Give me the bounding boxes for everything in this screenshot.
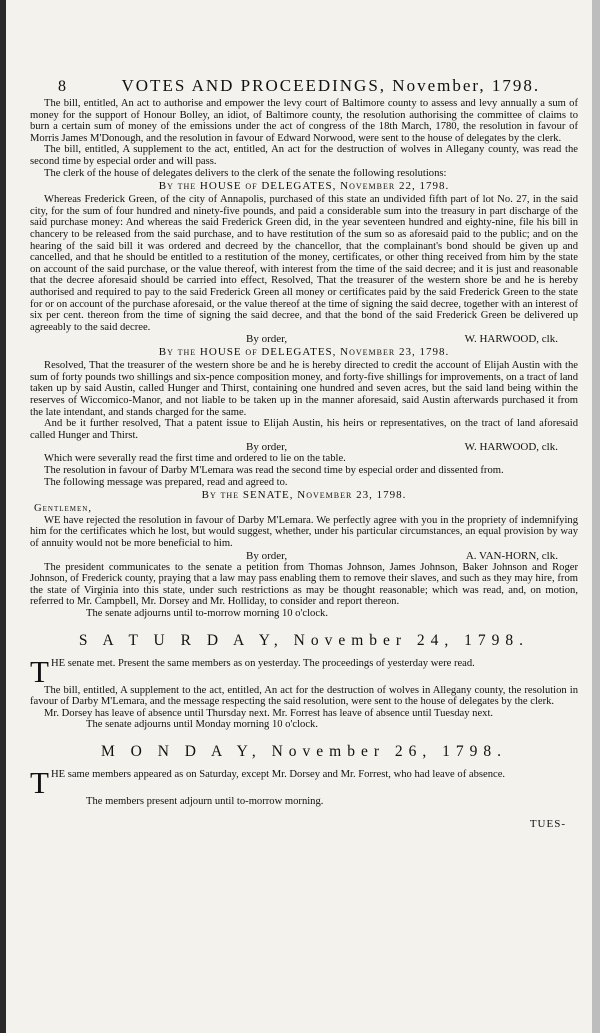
paragraph: The bill, entitled, A supplement to the act, entitled, An act for the destruction of wolves in Allegany county, was read the second time by especial order and will pass.: [30, 144, 578, 167]
day-heading: M O N D A Y, November 26, 1798.: [100, 742, 507, 760]
page-number: 8: [58, 78, 68, 95]
paragraph: The clerk of the house of delegates delivers to the clerk of the senate the following resolutions:: [44, 167, 447, 179]
paragraph: [30, 764, 578, 800]
signature-line: [30, 441, 578, 453]
paragraph: The senate adjourns until Monday morning 10 o'clock.: [86, 719, 318, 731]
paragraph: And be it further resolved, That a patent issue to Elijah Austin, his heirs or representatives, on the tract of land aforesaid called Hunger and Thirst.: [30, 418, 578, 441]
paragraph: The members present adjourn until to-morrow morning.: [86, 795, 324, 807]
paragraph: WE have rejected the resolution in favour of Darby M'Lemara. We perfectly agree with you in the propriety of indemnifying him for the certificates which he lost, but would suggest, whether, under his particular circumstances, an equal provision by way of annuity would not be more beneficial to him.: [30, 514, 578, 549]
page-header: [30, 76, 578, 96]
paragraph: Which were severally read the first time and ordered to lie on the table.: [44, 453, 346, 465]
day-heading: S A T U R D A Y, November 24, 1798.: [78, 631, 530, 649]
paragraph: The president communicates to the senate a petition from Thomas Johnson, James Johnson, Baker Johnson and Roger Johnson, of Frederick county, praying that a law may pass enabling them to remove their slaves, and such as they may hire, from the state of Virginia into this state, under such restrictions as may be thought reasonable; which was read, and, on motion, referred to Mr. Campbell, Mr. Dorsey and Mr. Holliday, to consider and report thereon.: [30, 561, 578, 608]
paragraph: The bill, entitled, An act to authorise and empower the levy court of Baltimore county to assess and levy annually a sum of money for the support of Honour Bolley, an idiot, of Baltimore county, the resolution authorising the committee of claims to burn a certain sum of money of the emissions under the act of congress of the 18th March, 1780, the resolution in favour of Morris James M'Donough, and the resolution in favour of Edward Norwood, were sent to the house of delegates by the clerk.: [30, 98, 578, 144]
signature-order: By order,: [246, 333, 288, 346]
signature-name: A. VAN-HORN, clk.: [465, 549, 558, 562]
paragraph-text: HE same members appeared as on Saturday, except Mr. Dorsey and Mr. Forrest, who had leave of absence.: [50, 768, 506, 780]
paragraph: Whereas Frederick Green, of the city of Annapolis, purchased of this state an undivided fifth part of lot No. 27, in the said city, for the sum of four hundred and ninety-five pounds, and paid a considerable sum into the treasury in part discharge of the said purchase money: And whereas the said Frederick Green did, in the year seventeen hundred and eighty-nine, file his bill in chancery to be released from the said purchase, and to have restitution of the sum so as aforesaid paid to the public; and on the hearing of the said bill it was ordered and decreed by the chancellor, that the complainant's bond should be given up and cancelled, and that he should be entitled to a restitution of the money, certificates, or other thing received from him by the state on account of the said purchase, or the value thereof, with interest from the time of the said decree; and it is just and reasonable that the decree aforesaid should be carried into effect, Resolved, That the treasurer of the western shore be and he is hereby authorised and required to pay to the said Frederick Green all money or certificates paid by the said Frederick Green to the state for or on account of the purchase aforesaid, or the value thereof at the time of signing the said decree, together with an interest of six per cent. thereon from the time of signing the said decree, and that the bond of the said Frederick Green be delivered up agreeably to the said decree.: [30, 194, 578, 333]
signature-line: [30, 550, 578, 562]
paragraph: The bill, entitled, A supplement to the act, entitled, An act for the destruction of wolves in Allegany county, the resolution in favour of Darby M'Lemara, and the message respecting the said resolution, were sent to the house of delegates by the clerk.: [30, 684, 578, 708]
signature-line: [30, 333, 578, 345]
paragraph: Mr. Dorsey has leave of absence until Thursday next. Mr. Forrest has leave of absence until Tuesday next.: [44, 707, 494, 719]
page-title: VOTES AND PROCEEDINGS, November, 1798.: [121, 76, 541, 95]
paragraph: The following message was prepared, read and agreed to.: [44, 476, 288, 488]
signature-name: W. HARWOOD, clk.: [464, 441, 558, 454]
paragraph: Resolved, That the treasurer of the western shore be and he is hereby directed to credit the account of Elijah Austin with the sum of forty pounds two shillings and six-pence composition money, and forty-five shillings for improvements, on a tract of land taken up by said Austin, called Hunger and Thirst, containing one hundred and seven acres, but the said land being within the reserves of Wiccomico-Manor, and not liable to be taken up in the manner aforesaid, said Austin afterwards purchased it from the late intendant, and stands charged for the same.: [30, 360, 578, 418]
catchword: TUES-: [529, 817, 566, 830]
paragraph: The senate adjourns until to-morrow morning 10 o'clock.: [86, 607, 328, 619]
paragraph: The resolution in favour of Darby M'Lemara was read the second time by especial order and dissented from.: [44, 465, 504, 477]
paragraph: [30, 653, 578, 689]
signature-order: By order,: [246, 441, 288, 454]
paragraph-text: HE senate met. Present the same members as on yesterday. The proceedings of yesterday were read.: [50, 657, 475, 669]
signature-name: W. HARWOOD, clk.: [464, 333, 558, 346]
section-heading: By the SENATE, November 23, 1798.: [201, 489, 407, 502]
signature-order: By order,: [246, 549, 288, 562]
section-heading: By the HOUSE of DELEGATES, November 23, 1798.: [158, 346, 450, 359]
drop-cap: T: [30, 764, 49, 800]
section-heading: By the HOUSE of DELEGATES, November 22, 1798.: [158, 180, 450, 193]
salutation: Gentlemen,: [34, 503, 93, 515]
drop-cap: T: [30, 653, 49, 689]
